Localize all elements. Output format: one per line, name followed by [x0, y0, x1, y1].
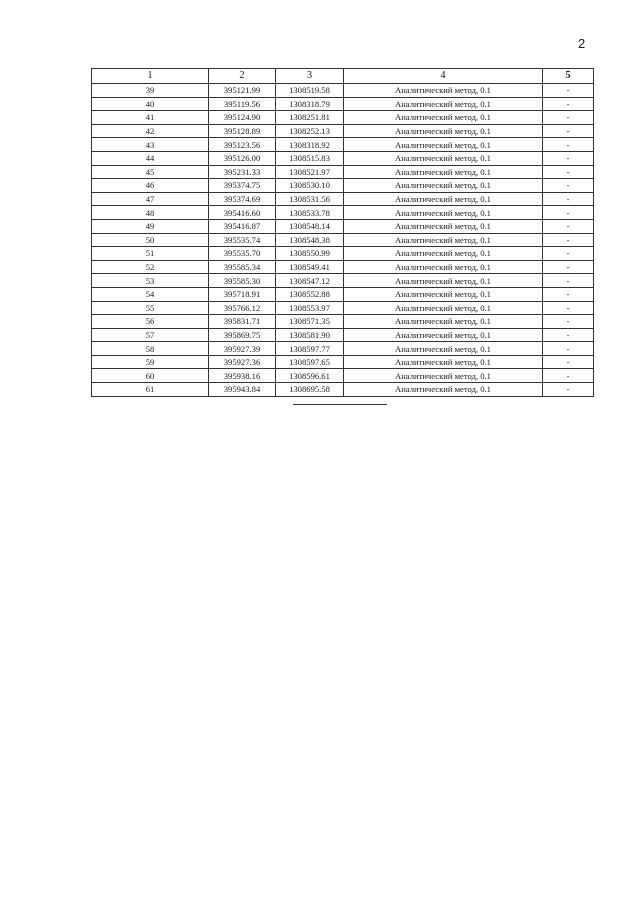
method-accuracy-cell: Аналитический метод, 0.1 [344, 138, 543, 152]
x-coordinate-cell: 395831.71 [209, 315, 276, 329]
note-cell: - [543, 84, 594, 98]
table-row [92, 165, 594, 179]
point-number-cell: 40 [92, 97, 209, 111]
point-number-cell: 49 [92, 219, 209, 233]
note-cell: - [543, 247, 594, 261]
y-coordinate-cell: 1308549.41 [276, 260, 344, 274]
y-coordinate-cell: 1308596.61 [276, 369, 344, 383]
method-accuracy-cell: Аналитический метод, 0.1 [344, 328, 543, 342]
x-coordinate-cell: 395938.16 [209, 369, 276, 383]
table-row [92, 315, 594, 329]
method-accuracy-cell: Аналитический метод, 0.1 [344, 355, 543, 369]
table-row [92, 369, 594, 383]
point-number-cell: 47 [92, 192, 209, 206]
x-coordinate-cell: 395416.87 [209, 219, 276, 233]
header-row [92, 69, 594, 84]
method-accuracy-cell: Аналитический метод, 0.1 [344, 192, 543, 206]
note-cell: - [543, 287, 594, 301]
point-number-cell: 52 [92, 260, 209, 274]
x-coordinate-cell: 395128.89 [209, 124, 276, 138]
method-accuracy-cell: Аналитический метод, 0.1 [344, 124, 543, 138]
x-coordinate-cell: 395869.75 [209, 328, 276, 342]
x-coordinate-cell: 395535.74 [209, 233, 276, 247]
note-cell: - [543, 355, 594, 369]
point-number-cell: 44 [92, 151, 209, 165]
point-number-cell: 51 [92, 247, 209, 261]
y-coordinate-cell: 1308318.79 [276, 97, 344, 111]
x-coordinate-cell: 395123.56 [209, 138, 276, 152]
x-coordinate-cell: 395585.34 [209, 260, 276, 274]
method-accuracy-cell: Аналитический метод, 0.1 [344, 219, 543, 233]
coordinates-table [91, 68, 594, 397]
point-number-cell: 60 [92, 369, 209, 383]
x-coordinate-cell: 395943.84 [209, 383, 276, 397]
y-coordinate-cell: 1308519.58 [276, 84, 344, 98]
x-coordinate-cell: 395124.90 [209, 111, 276, 125]
y-coordinate-cell: 1308251.81 [276, 111, 344, 125]
table-row [92, 192, 594, 206]
method-accuracy-cell: Аналитический метод, 0.1 [344, 84, 543, 98]
point-number-cell: 53 [92, 274, 209, 288]
x-coordinate-cell: 395374.69 [209, 192, 276, 206]
note-cell: - [543, 124, 594, 138]
method-accuracy-cell: Аналитический метод, 0.1 [344, 260, 543, 274]
note-cell: - [543, 138, 594, 152]
table-row [92, 274, 594, 288]
point-number-cell: 54 [92, 287, 209, 301]
method-accuracy-cell: Аналитический метод, 0.1 [344, 274, 543, 288]
method-accuracy-cell: Аналитический метод, 0.1 [344, 111, 543, 125]
table-row [92, 124, 594, 138]
table-row [92, 151, 594, 165]
table-header [92, 69, 594, 84]
y-coordinate-cell: 1308552.88 [276, 287, 344, 301]
method-accuracy-cell: Аналитический метод, 0.1 [344, 342, 543, 356]
x-coordinate-cell: 395718.91 [209, 287, 276, 301]
y-coordinate-cell: 1308252.13 [276, 124, 344, 138]
table-row [92, 111, 594, 125]
method-accuracy-cell: Аналитический метод, 0.1 [344, 287, 543, 301]
method-accuracy-cell: Аналитический метод, 0.1 [344, 301, 543, 315]
table-row [92, 97, 594, 111]
y-coordinate-cell: 1308548.38 [276, 233, 344, 247]
y-coordinate-cell: 1308581.90 [276, 328, 344, 342]
table-row [92, 247, 594, 261]
point-number-cell: 41 [92, 111, 209, 125]
method-accuracy-cell: Аналитический метод, 0.1 [344, 151, 543, 165]
x-coordinate-cell: 395121.99 [209, 84, 276, 98]
note-cell: - [543, 206, 594, 220]
table-row [92, 138, 594, 152]
point-number-cell: 48 [92, 206, 209, 220]
table-row [92, 287, 594, 301]
method-accuracy-cell: Аналитический метод, 0.1 [344, 383, 543, 397]
note-cell: - [543, 301, 594, 315]
y-coordinate-cell: 1308533.78 [276, 206, 344, 220]
header-cell-2: 2 [209, 69, 276, 84]
point-number-cell: 58 [92, 342, 209, 356]
point-number-cell: 45 [92, 165, 209, 179]
note-cell: - [543, 219, 594, 233]
note-cell: - [543, 192, 594, 206]
x-coordinate-cell: 395119.56 [209, 97, 276, 111]
note-cell: - [543, 383, 594, 397]
y-coordinate-cell: 1308547.12 [276, 274, 344, 288]
method-accuracy-cell: Аналитический метод, 0.1 [344, 233, 543, 247]
header-cell-1: 1 [92, 69, 209, 84]
y-coordinate-cell: 1308515.83 [276, 151, 344, 165]
table-row [92, 342, 594, 356]
method-accuracy-cell: Аналитический метод, 0.1 [344, 97, 543, 111]
x-coordinate-cell: 395126.00 [209, 151, 276, 165]
note-cell: - [543, 97, 594, 111]
x-coordinate-cell: 395927.36 [209, 355, 276, 369]
header-cell-5: 5 [543, 69, 594, 84]
note-cell: - [543, 274, 594, 288]
y-coordinate-cell: 1308695.58 [276, 383, 344, 397]
method-accuracy-cell: Аналитический метод, 0.1 [344, 179, 543, 193]
y-coordinate-cell: 1308597.77 [276, 342, 344, 356]
method-accuracy-cell: Аналитический метод, 0.1 [344, 315, 543, 329]
header-cell-3: 3 [276, 69, 344, 84]
y-coordinate-cell: 1308553.97 [276, 301, 344, 315]
point-number-cell: 43 [92, 138, 209, 152]
table-row [92, 84, 594, 98]
y-coordinate-cell: 1308571.35 [276, 315, 344, 329]
note-cell: - [543, 328, 594, 342]
table-row [92, 233, 594, 247]
table-row [92, 219, 594, 233]
table-row [92, 206, 594, 220]
y-coordinate-cell: 1308550.99 [276, 247, 344, 261]
y-coordinate-cell: 1308597.65 [276, 355, 344, 369]
point-number-cell: 59 [92, 355, 209, 369]
table-row [92, 260, 594, 274]
note-cell: - [543, 260, 594, 274]
y-coordinate-cell: 1308548.14 [276, 219, 344, 233]
table-row [92, 383, 594, 397]
point-number-cell: 56 [92, 315, 209, 329]
method-accuracy-cell: Аналитический метод, 0.1 [344, 165, 543, 179]
note-cell: - [543, 315, 594, 329]
note-cell: - [543, 342, 594, 356]
y-coordinate-cell: 1308521.97 [276, 165, 344, 179]
note-cell: - [543, 111, 594, 125]
table-row [92, 301, 594, 315]
table-row [92, 179, 594, 193]
method-accuracy-cell: Аналитический метод, 0.1 [344, 206, 543, 220]
method-accuracy-cell: Аналитический метод, 0.1 [344, 247, 543, 261]
page-number: 2 [578, 36, 586, 51]
point-number-cell: 61 [92, 383, 209, 397]
closing-rule-divider [293, 404, 387, 405]
x-coordinate-cell: 395416.60 [209, 206, 276, 220]
x-coordinate-cell: 395231.33 [209, 165, 276, 179]
note-cell: - [543, 179, 594, 193]
note-cell: - [543, 151, 594, 165]
x-coordinate-cell: 395927.39 [209, 342, 276, 356]
note-cell: - [543, 369, 594, 383]
x-coordinate-cell: 395535.70 [209, 247, 276, 261]
table-body [92, 84, 594, 397]
table-row [92, 328, 594, 342]
point-number-cell: 57 [92, 328, 209, 342]
point-number-cell: 55 [92, 301, 209, 315]
header-cell-4: 4 [344, 69, 543, 84]
note-cell: - [543, 233, 594, 247]
x-coordinate-cell: 395766.12 [209, 301, 276, 315]
point-number-cell: 46 [92, 179, 209, 193]
table-row [92, 355, 594, 369]
y-coordinate-cell: 1308318.92 [276, 138, 344, 152]
y-coordinate-cell: 1308530.10 [276, 179, 344, 193]
x-coordinate-cell: 395374.75 [209, 179, 276, 193]
x-coordinate-cell: 395585.30 [209, 274, 276, 288]
point-number-cell: 50 [92, 233, 209, 247]
method-accuracy-cell: Аналитический метод, 0.1 [344, 369, 543, 383]
point-number-cell: 42 [92, 124, 209, 138]
note-cell: - [543, 165, 594, 179]
point-number-cell: 39 [92, 84, 209, 98]
y-coordinate-cell: 1308531.56 [276, 192, 344, 206]
